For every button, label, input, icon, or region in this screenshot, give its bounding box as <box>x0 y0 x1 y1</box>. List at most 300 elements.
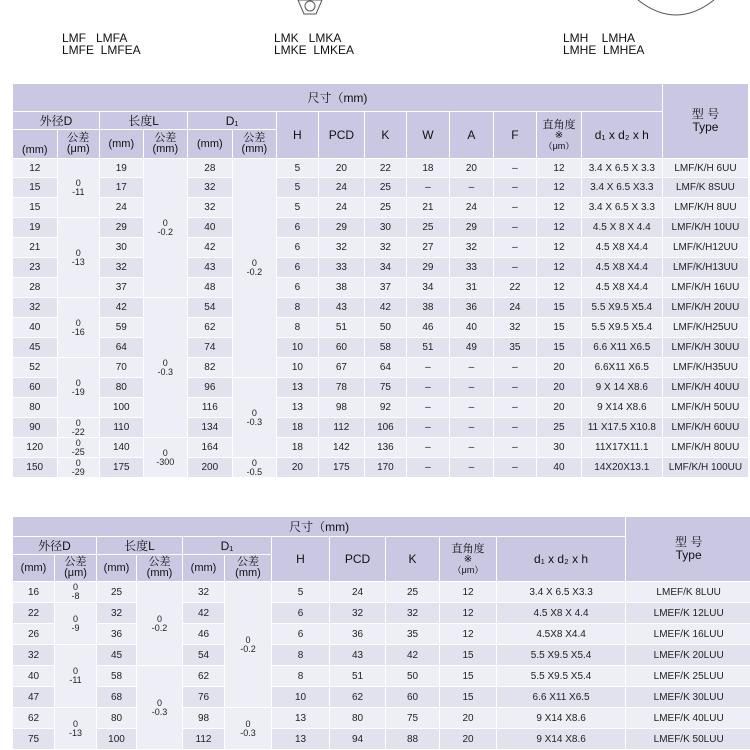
p-cell: 12 <box>537 258 582 278</box>
d1-tol-header-2 <box>225 555 272 582</box>
pcd-cell: 112 <box>318 418 365 438</box>
length-l-header: 长度L <box>100 112 188 130</box>
f-cell: – <box>493 458 537 478</box>
length-tol-cell-value: 0 -300 <box>144 449 188 467</box>
type-cell: LMF/K/H 80UU <box>662 438 748 458</box>
bolt-cell: 6.6X11 X6.5 <box>581 358 662 378</box>
h-cell: 6 <box>272 603 330 624</box>
bolt-cell: 3.4 X 6.5 X 3.3 <box>581 159 662 178</box>
h-cell: 8 <box>272 666 330 687</box>
length-tol-cell <box>137 582 183 666</box>
p-cell: 12 <box>537 278 582 298</box>
d1-tol-cell <box>225 582 272 708</box>
length-cell: 24 <box>100 198 144 218</box>
length-cell: 32 <box>97 603 137 624</box>
type-cell: LMEF/K 40LUU <box>626 708 750 729</box>
w-cell: – <box>406 458 450 478</box>
pcd-cell: 43 <box>330 645 386 666</box>
w-cell: – <box>406 378 450 398</box>
length-mm-header: (mm) <box>100 130 144 159</box>
outer-d-cell: 80 <box>13 398 58 418</box>
table-row <box>13 159 749 178</box>
p-cell: 15 <box>537 338 582 358</box>
d1-cell: 98 <box>183 708 225 729</box>
d1-cell: 62 <box>188 318 233 338</box>
flange-drawing-lmh <box>636 0 716 18</box>
table-row <box>13 358 749 378</box>
w-cell: 18 <box>406 159 450 178</box>
pcd-cell: 33 <box>318 258 365 278</box>
outer-d-tol-cell-value: 0 -25 <box>58 439 100 457</box>
length-cell: 17 <box>100 178 144 198</box>
tol-label: 公差 <box>58 133 100 144</box>
perp-line2: ※ <box>537 131 581 141</box>
k-cell: 22 <box>365 159 406 178</box>
h-cell: 10 <box>277 338 318 358</box>
pcd-cell: 142 <box>318 438 365 458</box>
bolt-cell: 9 X 14 X8.6 <box>581 378 662 398</box>
length-cell: 140 <box>100 438 144 458</box>
length-cell: 30 <box>100 238 144 258</box>
h-cell: 20 <box>277 458 318 478</box>
outer-d-tol-cell-value: 0 -19 <box>58 379 100 397</box>
type-header-2 <box>626 517 750 582</box>
type-cell: LMF/K 8SUU <box>662 178 748 198</box>
p-cell: 25 <box>537 418 582 438</box>
length-cell: 100 <box>100 398 144 418</box>
outer-d-cell: 22 <box>13 603 55 624</box>
type-header-cn: 型 号 <box>663 108 748 121</box>
perp-line1: 直角度 <box>440 543 496 555</box>
bolt-cell: 5.5 X9.5 X5.4 <box>497 666 626 687</box>
length-tol-cell <box>143 159 188 298</box>
d1-header: D₁ <box>188 112 277 130</box>
bolt-cell: 3.4 X 6.5 X3.3 <box>581 178 662 198</box>
bolt-cell: 5.5 X9.5 X5.4 <box>581 298 662 318</box>
outer-d-cell: 60 <box>13 378 58 398</box>
h-cell: 6 <box>272 624 330 645</box>
tol-label: 公差 <box>225 557 271 568</box>
d1-cell: 32 <box>188 198 233 218</box>
length-cell: 110 <box>100 418 144 438</box>
type-cell: LMF/K/H 8UU <box>662 198 748 218</box>
w-cell: – <box>406 418 450 438</box>
length-cell: 36 <box>97 624 137 645</box>
p-cell: 20 <box>537 398 582 418</box>
k-cell: 35 <box>386 624 440 645</box>
bolt-cell: 4.5 X8 X 4.4 <box>497 603 626 624</box>
outer-d-tol-cell <box>57 418 100 438</box>
bolt-cell: 4.5 X8 X4.4 <box>581 278 662 298</box>
outer-d-header-2: 外径D <box>13 537 97 555</box>
k-cell: 30 <box>365 218 406 238</box>
d1-cell: 48 <box>188 278 233 298</box>
k-cell: 50 <box>386 666 440 687</box>
table-row <box>13 198 749 218</box>
outer-d-tol-cell <box>57 159 100 218</box>
type-cell: LMF/K/H 6UU <box>662 159 748 178</box>
table-row <box>13 624 750 645</box>
type-cell: LMF/K/H 30UU <box>662 338 748 358</box>
w-cell: 51 <box>406 338 450 358</box>
w-cell: – <box>406 438 450 458</box>
table-row <box>13 687 750 708</box>
d1-tol-cell-value: 0 -0.3 <box>225 720 271 738</box>
w-header: W <box>406 112 450 159</box>
p-cell: 15 <box>440 666 497 687</box>
label-lmf-line2: LMFE LMFEA <box>62 43 141 57</box>
w-cell: 34 <box>406 278 450 298</box>
flange-drawing-lmk <box>290 0 330 22</box>
bolt-cell: 3.4 X 6.5 X3.3 <box>497 582 626 603</box>
d1-cell: 40 <box>188 218 233 238</box>
d1-cell: 32 <box>188 178 233 198</box>
length-tol-cell-value: 0 -0.2 <box>137 615 182 633</box>
tol-unit-mm: (mm) <box>233 144 277 155</box>
d1-header-2: D₁ <box>183 537 272 555</box>
d1-cell: 62 <box>183 666 225 687</box>
pcd-cell: 43 <box>318 298 365 318</box>
outer-d-tol-cell-value: 0 -8 <box>55 583 96 601</box>
bolt-cell: 4.5 X8 X4.4 <box>581 238 662 258</box>
table-row <box>13 238 749 258</box>
bolt-cell: 5.5 X9.5 X5.4 <box>581 318 662 338</box>
pcd-cell: 94 <box>330 729 386 750</box>
table-row <box>13 603 750 624</box>
p-cell: 15 <box>440 687 497 708</box>
h-cell: 18 <box>277 438 318 458</box>
outer-d-cell: 12 <box>13 159 58 178</box>
d1-tol-cell-value: 0 -0.2 <box>233 259 277 277</box>
table-row <box>13 438 749 458</box>
type-header-en: Type <box>663 121 748 134</box>
spec-table-lmf <box>12 83 749 478</box>
pcd-cell: 78 <box>318 378 365 398</box>
f-cell: – <box>493 258 537 278</box>
bolt-cell: 3.4 X 6.5 X 3.3 <box>581 198 662 218</box>
w-cell: 25 <box>406 218 450 238</box>
f-cell: 32 <box>493 318 537 338</box>
length-mm-header-2: (mm) <box>97 555 137 582</box>
pcd-cell: 62 <box>330 687 386 708</box>
k-cell: 25 <box>365 178 406 198</box>
type-cell: LMEF/K 50LUU <box>626 729 750 750</box>
f-header: F <box>493 112 537 159</box>
length-cell: 58 <box>97 666 137 687</box>
k-cell: 92 <box>365 398 406 418</box>
type-cell: LMF/K/H 60UU <box>662 418 748 438</box>
tol-label: 公差 <box>137 557 182 568</box>
outer-d-cell: 40 <box>13 666 55 687</box>
pcd-header: PCD <box>318 112 365 159</box>
k-cell: 88 <box>386 729 440 750</box>
outer-d-cell: 52 <box>13 358 58 378</box>
f-cell: – <box>493 398 537 418</box>
h-cell: 13 <box>272 729 330 750</box>
outer-d-tol-cell <box>55 582 97 603</box>
tol-unit-mm: (mm) <box>137 568 182 579</box>
outer-d-tol-cell-value: 0 -16 <box>58 319 100 337</box>
h-cell: 5 <box>272 582 330 603</box>
pcd-cell: 80 <box>330 708 386 729</box>
type-cell: LMF/K/H 16UU <box>662 278 748 298</box>
f-cell: – <box>493 358 537 378</box>
bolt-cell: 4.5 X8 X4.4 <box>581 258 662 278</box>
h-cell: 13 <box>277 378 318 398</box>
f-cell: – <box>493 218 537 238</box>
outer-d-cell: 21 <box>13 238 58 258</box>
f-cell: – <box>493 178 537 198</box>
tol-label: 公差 <box>55 557 96 568</box>
k-cell: 50 <box>365 318 406 338</box>
outer-d-cell: 28 <box>13 278 58 298</box>
p-cell: 12 <box>537 159 582 178</box>
w-cell: 38 <box>406 298 450 318</box>
length-cell: 59 <box>100 318 144 338</box>
h-cell: 8 <box>272 645 330 666</box>
length-cell: 100 <box>97 729 137 750</box>
d1-cell: 32 <box>183 582 225 603</box>
size-header-2: 尺寸（mm) <box>13 517 626 537</box>
p-cell: 12 <box>440 624 497 645</box>
k-cell: 60 <box>386 687 440 708</box>
a-cell: 40 <box>450 318 494 338</box>
d1-tol-cell <box>232 378 277 458</box>
p-cell: 12 <box>440 603 497 624</box>
outer-d-tol-cell <box>57 438 100 458</box>
h-cell: 6 <box>277 218 318 238</box>
p-cell: 15 <box>440 645 497 666</box>
a-cell: – <box>450 458 494 478</box>
outer-d-cell: 62 <box>13 708 55 729</box>
a-header: A <box>450 112 494 159</box>
length-cell: 32 <box>100 258 144 278</box>
w-cell: 27 <box>406 238 450 258</box>
length-cell: 70 <box>100 358 144 378</box>
length-tol-header-2 <box>137 555 183 582</box>
p-cell: 12 <box>440 582 497 603</box>
length-cell: 45 <box>97 645 137 666</box>
bolt-cell: 9 X14 X8.6 <box>497 729 626 750</box>
w-cell: – <box>406 358 450 378</box>
outer-d-tol-cell <box>57 458 100 478</box>
k-cell: 32 <box>386 603 440 624</box>
table-row <box>13 318 749 338</box>
d1-cell: 43 <box>188 258 233 278</box>
pcd-cell: 51 <box>318 318 365 338</box>
table-row <box>13 178 749 198</box>
outer-d-tol-header-2 <box>55 555 97 582</box>
h-cell: 6 <box>277 278 318 298</box>
length-tol-cell-value: 0 -0.2 <box>144 219 188 237</box>
label-lmk-line2: LMKE LMKEA <box>274 43 354 57</box>
type-cell: LMF/K/H12UU <box>662 238 748 258</box>
d1-mm-header: (mm) <box>188 130 233 159</box>
a-cell: – <box>450 378 494 398</box>
pcd-cell: 32 <box>318 238 365 258</box>
d1-tol-cell-value: 0 -0.3 <box>233 409 277 427</box>
w-cell: 29 <box>406 258 450 278</box>
bolt-cell: 6.6 X11 X6.5 <box>581 338 662 358</box>
outer-d-tol-cell <box>55 708 97 750</box>
h-cell: 5 <box>277 198 318 218</box>
pcd-cell: 60 <box>318 338 365 358</box>
type-cell: LMF/K/H 10UU <box>662 218 748 238</box>
d1-cell: 46 <box>183 624 225 645</box>
d1-cell: 112 <box>183 729 225 750</box>
h-cell: 6 <box>277 258 318 278</box>
outer-d-mm-header-2: (mm) <box>13 555 55 582</box>
a-cell: – <box>450 178 494 198</box>
h-cell: 8 <box>277 298 318 318</box>
length-cell: 64 <box>100 338 144 358</box>
type-header-cn: 型 号 <box>626 536 750 549</box>
outer-d-tol-cell-value: 0 -11 <box>58 179 100 197</box>
k-cell: 75 <box>386 708 440 729</box>
pcd-cell: 38 <box>318 278 365 298</box>
table-row <box>13 729 750 750</box>
length-tol-header <box>143 130 188 159</box>
k-cell: 25 <box>386 582 440 603</box>
f-cell: – <box>493 378 537 398</box>
f-cell: – <box>493 198 537 218</box>
a-cell: – <box>450 438 494 458</box>
bolt-header: d₁ x d₂ x h <box>581 112 662 159</box>
w-cell: 46 <box>406 318 450 338</box>
d1-cell: 82 <box>188 358 233 378</box>
table-row <box>13 398 749 418</box>
h-cell: 18 <box>277 418 318 438</box>
label-lmf-line1: LMF LMFA <box>62 31 127 45</box>
bolt-cell: 4.5X8 X4.4 <box>497 624 626 645</box>
label-lmh-line2: LMHE LMHEA <box>563 43 644 57</box>
outer-d-mm-header: (mm) <box>13 130 58 159</box>
pcd-cell: 20 <box>318 159 365 178</box>
d1-cell: 134 <box>188 418 233 438</box>
p-cell: 20 <box>537 358 582 378</box>
k-header-2: K <box>386 537 440 582</box>
outer-d-cell: 19 <box>13 218 58 238</box>
outer-d-cell: 40 <box>13 318 58 338</box>
d1-cell: 164 <box>188 438 233 458</box>
outer-d-cell: 26 <box>13 624 55 645</box>
outer-d-tol-cell-value: 0 -29 <box>58 459 100 477</box>
table-row <box>13 458 749 478</box>
p-cell: 20 <box>440 729 497 750</box>
length-cell: 80 <box>100 378 144 398</box>
k-cell: 42 <box>386 645 440 666</box>
k-cell: 75 <box>365 378 406 398</box>
h-header: H <box>277 112 318 159</box>
d1-cell: 42 <box>183 603 225 624</box>
tol-label: 公差 <box>144 133 188 144</box>
length-l-header-2: 长度L <box>97 537 183 555</box>
p-cell: 15 <box>537 298 582 318</box>
d1-cell: 54 <box>183 645 225 666</box>
p-cell: 12 <box>537 218 582 238</box>
bolt-cell: 4.5 X 8 X 4.4 <box>581 218 662 238</box>
a-cell: 31 <box>450 278 494 298</box>
table-row <box>13 418 749 438</box>
outer-d-tol-cell-value: 0 -9 <box>55 615 96 633</box>
type-cell: LMF/K/H35UU <box>662 358 748 378</box>
length-cell: 68 <box>97 687 137 708</box>
table-row <box>13 298 749 318</box>
a-cell: 33 <box>450 258 494 278</box>
pcd-cell: 175 <box>318 458 365 478</box>
tol-unit-mm: (mm) <box>225 568 271 579</box>
outer-d-cell: 120 <box>13 438 58 458</box>
length-cell: 19 <box>100 159 144 178</box>
pcd-cell: 24 <box>330 582 386 603</box>
type-cell: LMEF/K 12LUU <box>626 603 750 624</box>
outer-d-tol-cell <box>57 298 100 358</box>
d1-tol-cell-value: 0 -0.5 <box>233 459 277 477</box>
perpendicularity-header <box>537 112 582 159</box>
d1-cell: 96 <box>188 378 233 398</box>
h-cell: 5 <box>277 159 318 178</box>
outer-d-cell: 32 <box>13 298 58 318</box>
p-cell: 20 <box>440 708 497 729</box>
spec-table-lmef <box>12 516 750 750</box>
length-cell: 37 <box>100 278 144 298</box>
d1-tol-cell <box>232 458 277 478</box>
length-tol-cell <box>143 438 188 478</box>
perpendicularity-header-2 <box>440 537 497 582</box>
h-header-2: H <box>272 537 330 582</box>
outer-d-cell: 23 <box>13 258 58 278</box>
table-row <box>13 258 749 278</box>
p-cell: 12 <box>537 238 582 258</box>
d1-cell: 42 <box>188 238 233 258</box>
pcd-cell: 51 <box>330 666 386 687</box>
type-cell: LMF/K/H 40UU <box>662 378 748 398</box>
d1-tol-cell <box>232 159 277 378</box>
outer-d-cell: 150 <box>13 458 58 478</box>
p-cell: 20 <box>537 378 582 398</box>
bolt-cell: 9 X14 X8.6 <box>497 708 626 729</box>
bolt-cell: 11 X17.5 X10.8 <box>581 418 662 438</box>
type-cell: LMEF/K 16LUU <box>626 624 750 645</box>
w-cell: 21 <box>406 198 450 218</box>
length-tol-cell-value: 0 -0.3 <box>144 359 188 377</box>
pcd-cell: 98 <box>318 398 365 418</box>
a-cell: – <box>450 418 494 438</box>
w-cell: – <box>406 398 450 418</box>
tol-unit-mm: (mm) <box>144 144 188 155</box>
outer-d-tol-header <box>57 130 100 159</box>
f-cell: 22 <box>493 278 537 298</box>
length-cell: 42 <box>100 298 144 318</box>
f-cell: – <box>493 159 537 178</box>
d1-tol-cell <box>225 708 272 750</box>
outer-d-tol-cell-value: 0 -13 <box>55 720 96 738</box>
k-cell: 136 <box>365 438 406 458</box>
a-cell: 32 <box>450 238 494 258</box>
outer-d-tol-cell-value: 0 -11 <box>55 667 96 685</box>
outer-d-cell: 32 <box>13 645 55 666</box>
type-cell: LMF/K/H25UU <box>662 318 748 338</box>
bolt-cell: 9 X14 X8.6 <box>581 398 662 418</box>
outer-d-cell: 15 <box>13 178 58 198</box>
pcd-cell: 24 <box>318 178 365 198</box>
h-cell: 8 <box>277 318 318 338</box>
outer-d-tol-cell <box>55 603 97 645</box>
h-cell: 6 <box>277 238 318 258</box>
f-cell: – <box>493 438 537 458</box>
f-cell: 24 <box>493 298 537 318</box>
pcd-cell: 32 <box>330 603 386 624</box>
